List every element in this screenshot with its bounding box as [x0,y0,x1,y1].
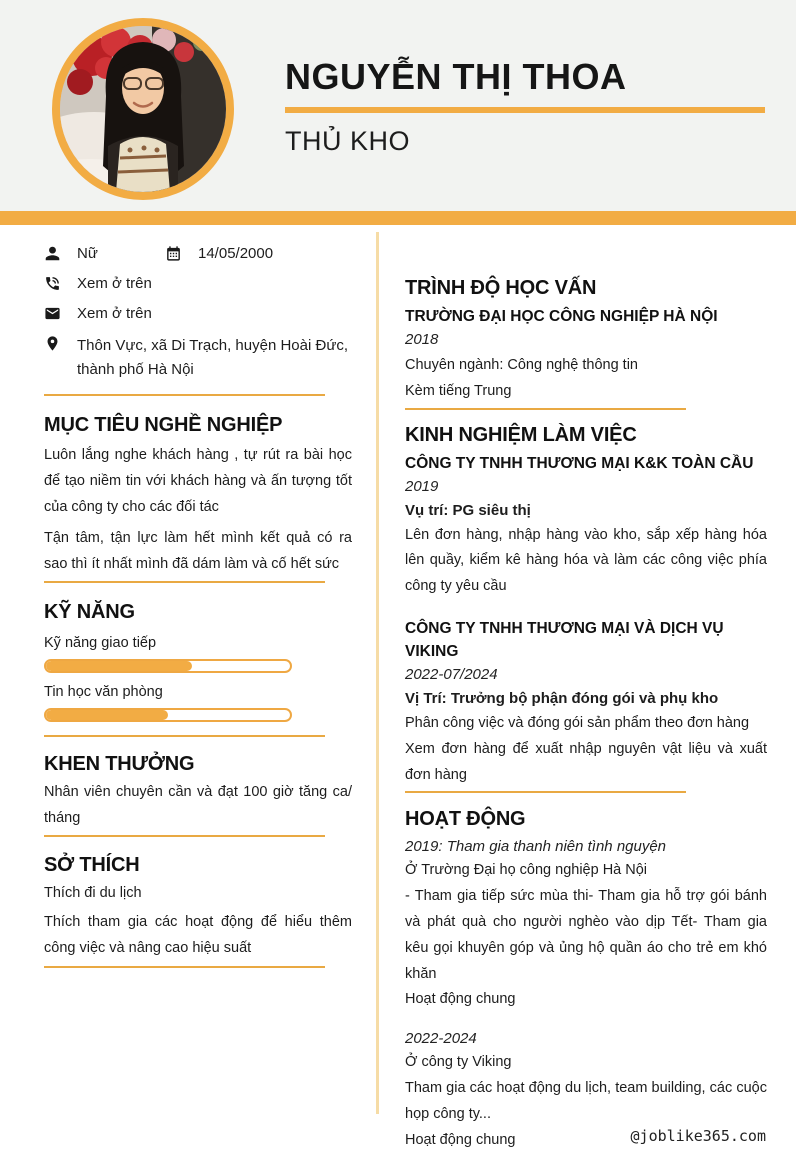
awards-section [44,752,352,837]
activity-line: Tham gia các hoạt động du lịch, team building, các cuộc họp công ty... [405,1079,767,1122]
phone-icon [44,275,61,292]
hobby-line-2: Thích tham gia các hoạt động để hiểu thêm công việc và nâng cao hiệu suất [44,914,352,957]
gender-pair [44,244,165,263]
education-heading: TRÌNH ĐỘ HỌC VẤN [405,277,597,299]
skill-bar [44,708,292,722]
person-icon [44,245,61,262]
company-name: CÔNG TY TNHH THƯƠNG MẠI K&K TOÀN CẦU [405,454,754,472]
section-rule [44,581,325,583]
skill-bar-fill [46,710,168,720]
awards-heading: KHEN THƯỞNG [44,752,195,775]
job-entry [405,617,767,788]
job-description: Phân công việc và đóng gói sản phẩm theo đơn hàng [405,714,750,731]
activity-line: Hoạt động chung [405,1131,516,1148]
location-icon [44,335,61,352]
skills-heading: KỸ NĂNG [44,600,135,623]
activity-line: Ở Trường Đại họ công nghiệp Hà Nội [405,862,648,879]
skills-section [44,600,352,737]
activity-period: 2019: Tham gia thanh niên tình nguyện [405,838,667,856]
contact-row-email [44,304,352,323]
activity-period: 2022-2024 [405,1030,477,1048]
gender-value: Nữ [77,245,98,262]
skill-bar [44,659,292,673]
activities-heading: HOẠT ĐỘNG [405,808,526,831]
birthday-pair [165,244,273,263]
job-title: THỦ KHO [285,126,410,156]
section-rule [44,735,325,737]
profile-photo-illustration [60,26,226,192]
education-detail-1: Chuyên ngành: Công nghệ thông tin [405,357,638,373]
job-period: 2019 [405,477,439,495]
section-rule [44,835,325,837]
section-rule [405,791,686,793]
section-rule [405,408,686,410]
education-details [405,353,767,405]
job-period: 2022-07/2024 [405,665,498,683]
header-text [285,58,765,156]
education-detail-2: Kèm tiếng Trung [405,382,512,399]
job-description: Xem đơn hàng để xuất nhập nguyên vật liệu và xuất đơn hàng [405,740,767,783]
email-icon [44,305,61,322]
activity-entry [405,835,767,1013]
job-position: Vụ trí: PG siêu thị [405,501,531,519]
experience-heading: KINH NGHIỆM LÀM VIỆC [405,423,637,446]
phone-value: Xem ở trên [77,275,152,292]
activity-line: - Tham gia tiếp sức mùa thi- Tham gia hỗ trợ gói bánh và phát quà cho người nghèo vào dịp Tết- Tham gia kêu gọi khuyên góp và ủng hộ quần áo cho trẻ em khó khăn [405,888,767,982]
activity-line: Hoạt động chung [405,991,516,1008]
education-section [405,276,767,410]
job-entry [405,452,767,600]
calendar-icon [165,245,182,262]
company-name: CÔNG TY TNHH THƯƠNG MẠI VÀ DỊCH VỤ VIKING [405,619,724,660]
hobbies-section [44,853,352,968]
skill-label: Tin học văn phòng [44,683,163,700]
activities-section [405,807,767,1156]
profile-photo [52,18,234,200]
name-underline [285,107,765,113]
contact-row-phone [44,274,352,293]
school-name: TRƯỜNG ĐẠI HỌC CÔNG NGHIỆP HÀ NỘI [405,308,718,325]
objective-section [44,413,352,583]
left-column [44,244,352,968]
skill-bar-fill [46,661,192,671]
job-description: Lên đơn hàng, nhập hàng vào kho, sắp xếp hàng hóa lên quầy, kiểm kê hàng hóa và làm các công việc phía công ty yêu cầu [405,526,767,595]
watermark: @joblike365.com [630,1127,766,1145]
section-rule [44,394,325,396]
address-value: Thôn Vực, xã Di Trạch, huyện Hoài Đức, thành phố Hà Nội [77,337,349,378]
header-accent-bar [0,211,796,225]
section-rule [44,966,325,968]
header [0,0,796,211]
skill-label: Kỹ năng giao tiếp [44,634,157,651]
birthday-value: 14/05/2000 [198,245,274,262]
hobby-line-1: Thích đi du lịch [44,884,142,901]
awards-text: Nhân viên chuyên cần và đạt 100 giờ tăng ca/ tháng [44,783,352,826]
education-year: 2018 [405,331,439,348]
job-position: Vị Trí: Trưởng bộ phận đóng gói và phụ kho [405,689,719,707]
objective-heading: MỤC TIÊU NGHỀ NGHIỆP [44,414,283,436]
objective-paragraph-2: Tận tâm, tận lực làm hết mình kết quả có ra sao thì ít nhất mình đã dám làm và cố hết sức [44,530,352,573]
objective-paragraph-1: Luôn lắng nghe khách hàng , tự rút ra bài học để tạo niềm tin với khách hàng và ấn tượng tốt của công ty cho các đối tác [44,447,352,515]
email-value: Xem ở trên [77,305,152,322]
hobbies-heading: SỞ THÍCH [44,853,140,876]
contact-section [44,244,352,396]
contact-row-address [44,334,352,382]
column-divider [376,232,379,1114]
contact-row-gender-birthday [44,244,352,263]
right-column [405,276,767,1156]
activity-line: Ở công ty Viking [405,1054,512,1071]
candidate-name: NGUYỄN THỊ THOA [285,56,627,97]
experience-section [405,423,767,794]
